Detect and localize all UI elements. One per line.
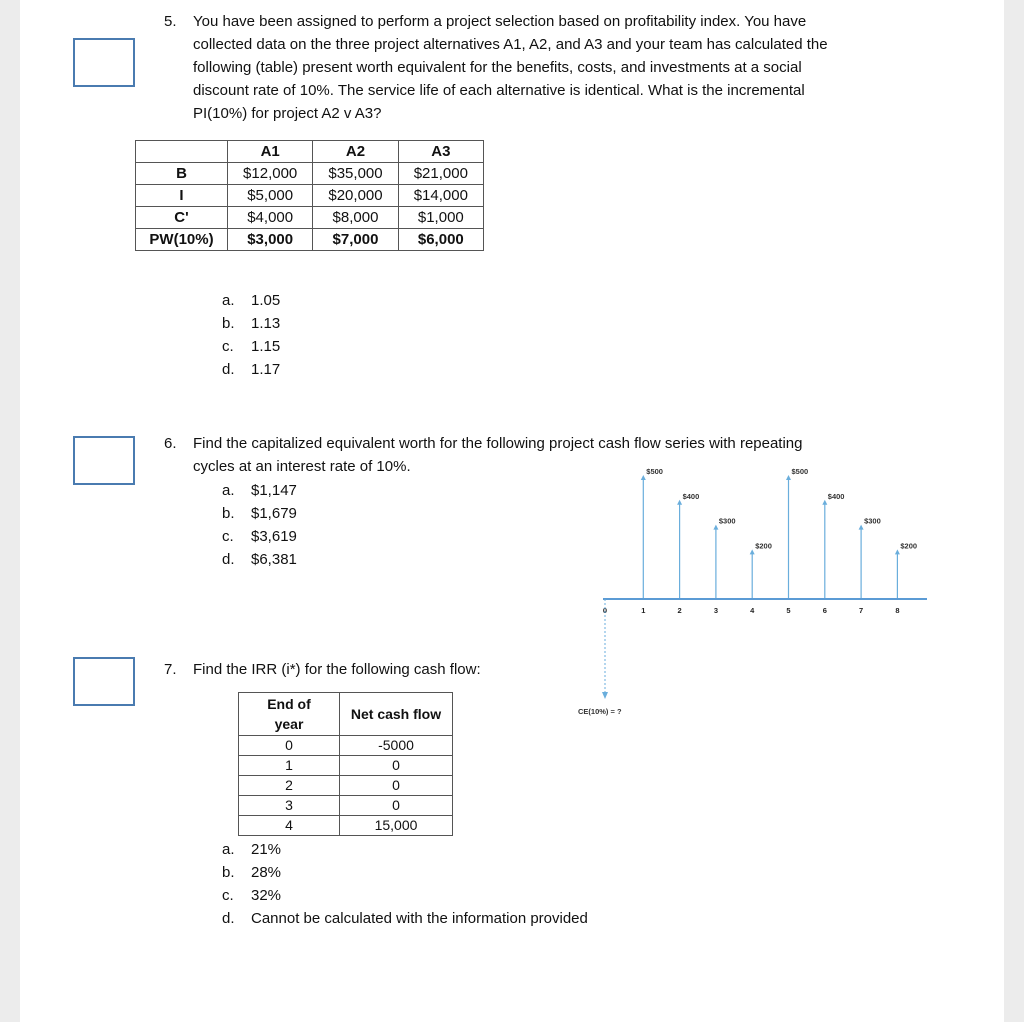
option-letter: a.	[222, 841, 235, 858]
question-text	[193, 10, 828, 125]
option-letter: c.	[222, 338, 234, 355]
table-cell: 15,000	[340, 816, 453, 836]
value-label-8: $200	[900, 541, 918, 551]
table-row	[239, 756, 453, 776]
answer-box-q5[interactable]	[73, 38, 135, 87]
table-row	[136, 229, 484, 251]
question-line: cycles at an interest rate of 10%.	[193, 458, 411, 475]
table-cell: 2	[239, 776, 340, 796]
table-cell: $35,000	[313, 163, 398, 185]
question-5	[164, 10, 964, 130]
cash-flow-arrowhead-2	[677, 500, 682, 505]
options-q7	[222, 838, 588, 930]
option-text: $6,381	[251, 551, 297, 568]
option-b[interactable]	[222, 861, 588, 884]
ce-annotation: CE(10%) = ?	[578, 707, 622, 716]
option-text: 32%	[251, 887, 282, 904]
tick-label-4: 4	[750, 606, 755, 615]
table-cell: 0	[239, 736, 340, 756]
option-letter: a.	[222, 482, 235, 499]
table-row-label: B	[136, 163, 228, 185]
value-label-7: $300	[864, 516, 881, 526]
option-text: 1.13	[251, 315, 281, 332]
table-row	[136, 163, 484, 185]
document-page	[20, 0, 1004, 1022]
option-b[interactable]	[222, 312, 280, 335]
value-label-4: $200	[755, 541, 772, 551]
table-header-cell: A3	[398, 141, 483, 163]
table-cell: $20,000	[313, 185, 398, 207]
table-cell: 3	[239, 796, 340, 816]
option-letter: c.	[222, 528, 234, 545]
cash-flow-arrowhead-3	[713, 525, 718, 530]
option-letter: c.	[222, 887, 234, 904]
tick-label-7: 7	[859, 606, 864, 615]
option-letter: b.	[222, 864, 235, 881]
table-cell: $3,000	[228, 229, 313, 251]
options-q5	[222, 289, 280, 381]
cash-flow-arrowhead-7	[859, 525, 864, 530]
option-text: $1,679	[251, 505, 297, 522]
option-letter: d.	[222, 551, 235, 568]
value-label-5: $500	[791, 468, 809, 476]
tick-label-1: 1	[641, 606, 646, 615]
table-row	[136, 185, 484, 207]
option-c[interactable]	[222, 335, 280, 358]
table-cell: 0	[340, 796, 453, 816]
option-text: 1.15	[251, 338, 281, 355]
option-text: 1.05	[251, 292, 281, 309]
table-cell: $7,000	[313, 229, 398, 251]
table-row-label: C'	[136, 207, 228, 229]
table-row	[239, 736, 453, 756]
option-a[interactable]	[222, 289, 280, 312]
question-line: PI(10%) for project A2 v A3?	[193, 105, 382, 122]
option-d[interactable]	[222, 548, 297, 571]
option-d[interactable]	[222, 358, 280, 381]
tick-label-8: 8	[895, 606, 900, 615]
tick-label-2: 2	[677, 606, 682, 615]
table-header-cell	[136, 141, 228, 163]
question-text: Find the IRR (i*) for the following cash flow:	[193, 661, 481, 678]
option-letter: a.	[222, 292, 235, 309]
tick-label-3: 3	[713, 606, 718, 615]
table-header-row	[136, 141, 484, 163]
question-line: Find the capitalized equivalent worth for the following project cash flow series with repeating	[193, 435, 803, 452]
value-label-6: $400	[827, 491, 845, 501]
answer-box-q7[interactable]	[73, 657, 135, 706]
question-line: You have been assigned to perform a project selection based on profitability index. You have	[193, 13, 807, 30]
table-cell: $14,000	[398, 185, 483, 207]
option-text: 28%	[251, 864, 282, 881]
table-cell: $1,000	[398, 207, 483, 229]
option-letter: b.	[222, 505, 235, 522]
option-text: $3,619	[251, 528, 297, 545]
table-cell: $21,000	[398, 163, 483, 185]
option-letter: b.	[222, 315, 235, 332]
option-text: 21%	[251, 841, 282, 858]
option-text: $1,147	[251, 482, 297, 499]
options-q6	[222, 479, 297, 571]
tick-label-0: 0	[602, 606, 608, 615]
question-line: collected data on the three project alternatives A1, A2, and A3 and your team has calculated the	[193, 36, 828, 53]
table-cell: 0	[340, 756, 453, 776]
cash-flow-arrowhead-5	[786, 475, 791, 480]
table-header-row	[239, 693, 453, 736]
table-header-cell	[239, 693, 340, 736]
option-a[interactable]	[222, 479, 297, 502]
table-row	[136, 207, 484, 229]
option-text: 1.17	[251, 361, 281, 378]
ce-arrow-head	[602, 692, 608, 699]
table-row	[239, 796, 453, 816]
present-worth-table	[135, 140, 484, 251]
option-letter: d.	[222, 910, 235, 927]
value-label-2: $400	[682, 491, 700, 501]
table-cell: $8,000	[313, 207, 398, 229]
option-d[interactable]	[222, 907, 588, 930]
header-line: year	[274, 716, 304, 732]
option-c[interactable]	[222, 525, 297, 548]
question-7	[164, 658, 764, 681]
option-letter: d.	[222, 361, 235, 378]
question-number: 6.	[164, 435, 177, 452]
question-line: discount rate of 10%. The service life of each alternative is identical. What is the incremental	[193, 82, 805, 99]
table-cell: $6,000	[398, 229, 483, 251]
table-cell: 1	[239, 756, 340, 776]
option-b[interactable]	[222, 502, 297, 525]
table-cell: -5000	[340, 736, 453, 756]
table-row-label: I	[136, 185, 228, 207]
question-number: 5.	[164, 13, 177, 30]
table-row-label: PW(10%)	[136, 229, 228, 251]
question-number: 7.	[164, 661, 177, 678]
cash-flow-arrowhead-6	[822, 500, 827, 505]
table-header-cell: Net cash flow	[340, 693, 453, 736]
cash-flow-arrowhead-8	[895, 549, 900, 554]
cash-flow-diagram	[570, 468, 932, 728]
table-row	[239, 816, 453, 836]
option-a[interactable]	[222, 838, 588, 861]
option-text: Cannot be calculated with the information provided	[251, 910, 588, 927]
value-label-1: $500	[646, 468, 663, 476]
table-header-cell: A1	[228, 141, 313, 163]
table-row	[239, 776, 453, 796]
question-line: following (table) present worth equivalent for the benefits, costs, and investments at a social	[193, 59, 802, 76]
table-header-cell: A2	[313, 141, 398, 163]
table-cell: 4	[239, 816, 340, 836]
option-c[interactable]	[222, 884, 588, 907]
tick-label-5: 5	[786, 606, 791, 615]
cash-flow-arrowhead-1	[641, 475, 646, 480]
table-cell: $5,000	[228, 185, 313, 207]
irr-cash-flow-table	[238, 692, 453, 836]
cash-flow-arrowhead-4	[750, 549, 755, 554]
answer-box-q6[interactable]	[73, 436, 135, 485]
tick-label-6: 6	[822, 606, 827, 615]
table-cell: $12,000	[228, 163, 313, 185]
value-label-3: $300	[718, 516, 736, 526]
table-cell: 0	[340, 776, 453, 796]
header-line: End of	[267, 696, 311, 712]
table-cell: $4,000	[228, 207, 313, 229]
